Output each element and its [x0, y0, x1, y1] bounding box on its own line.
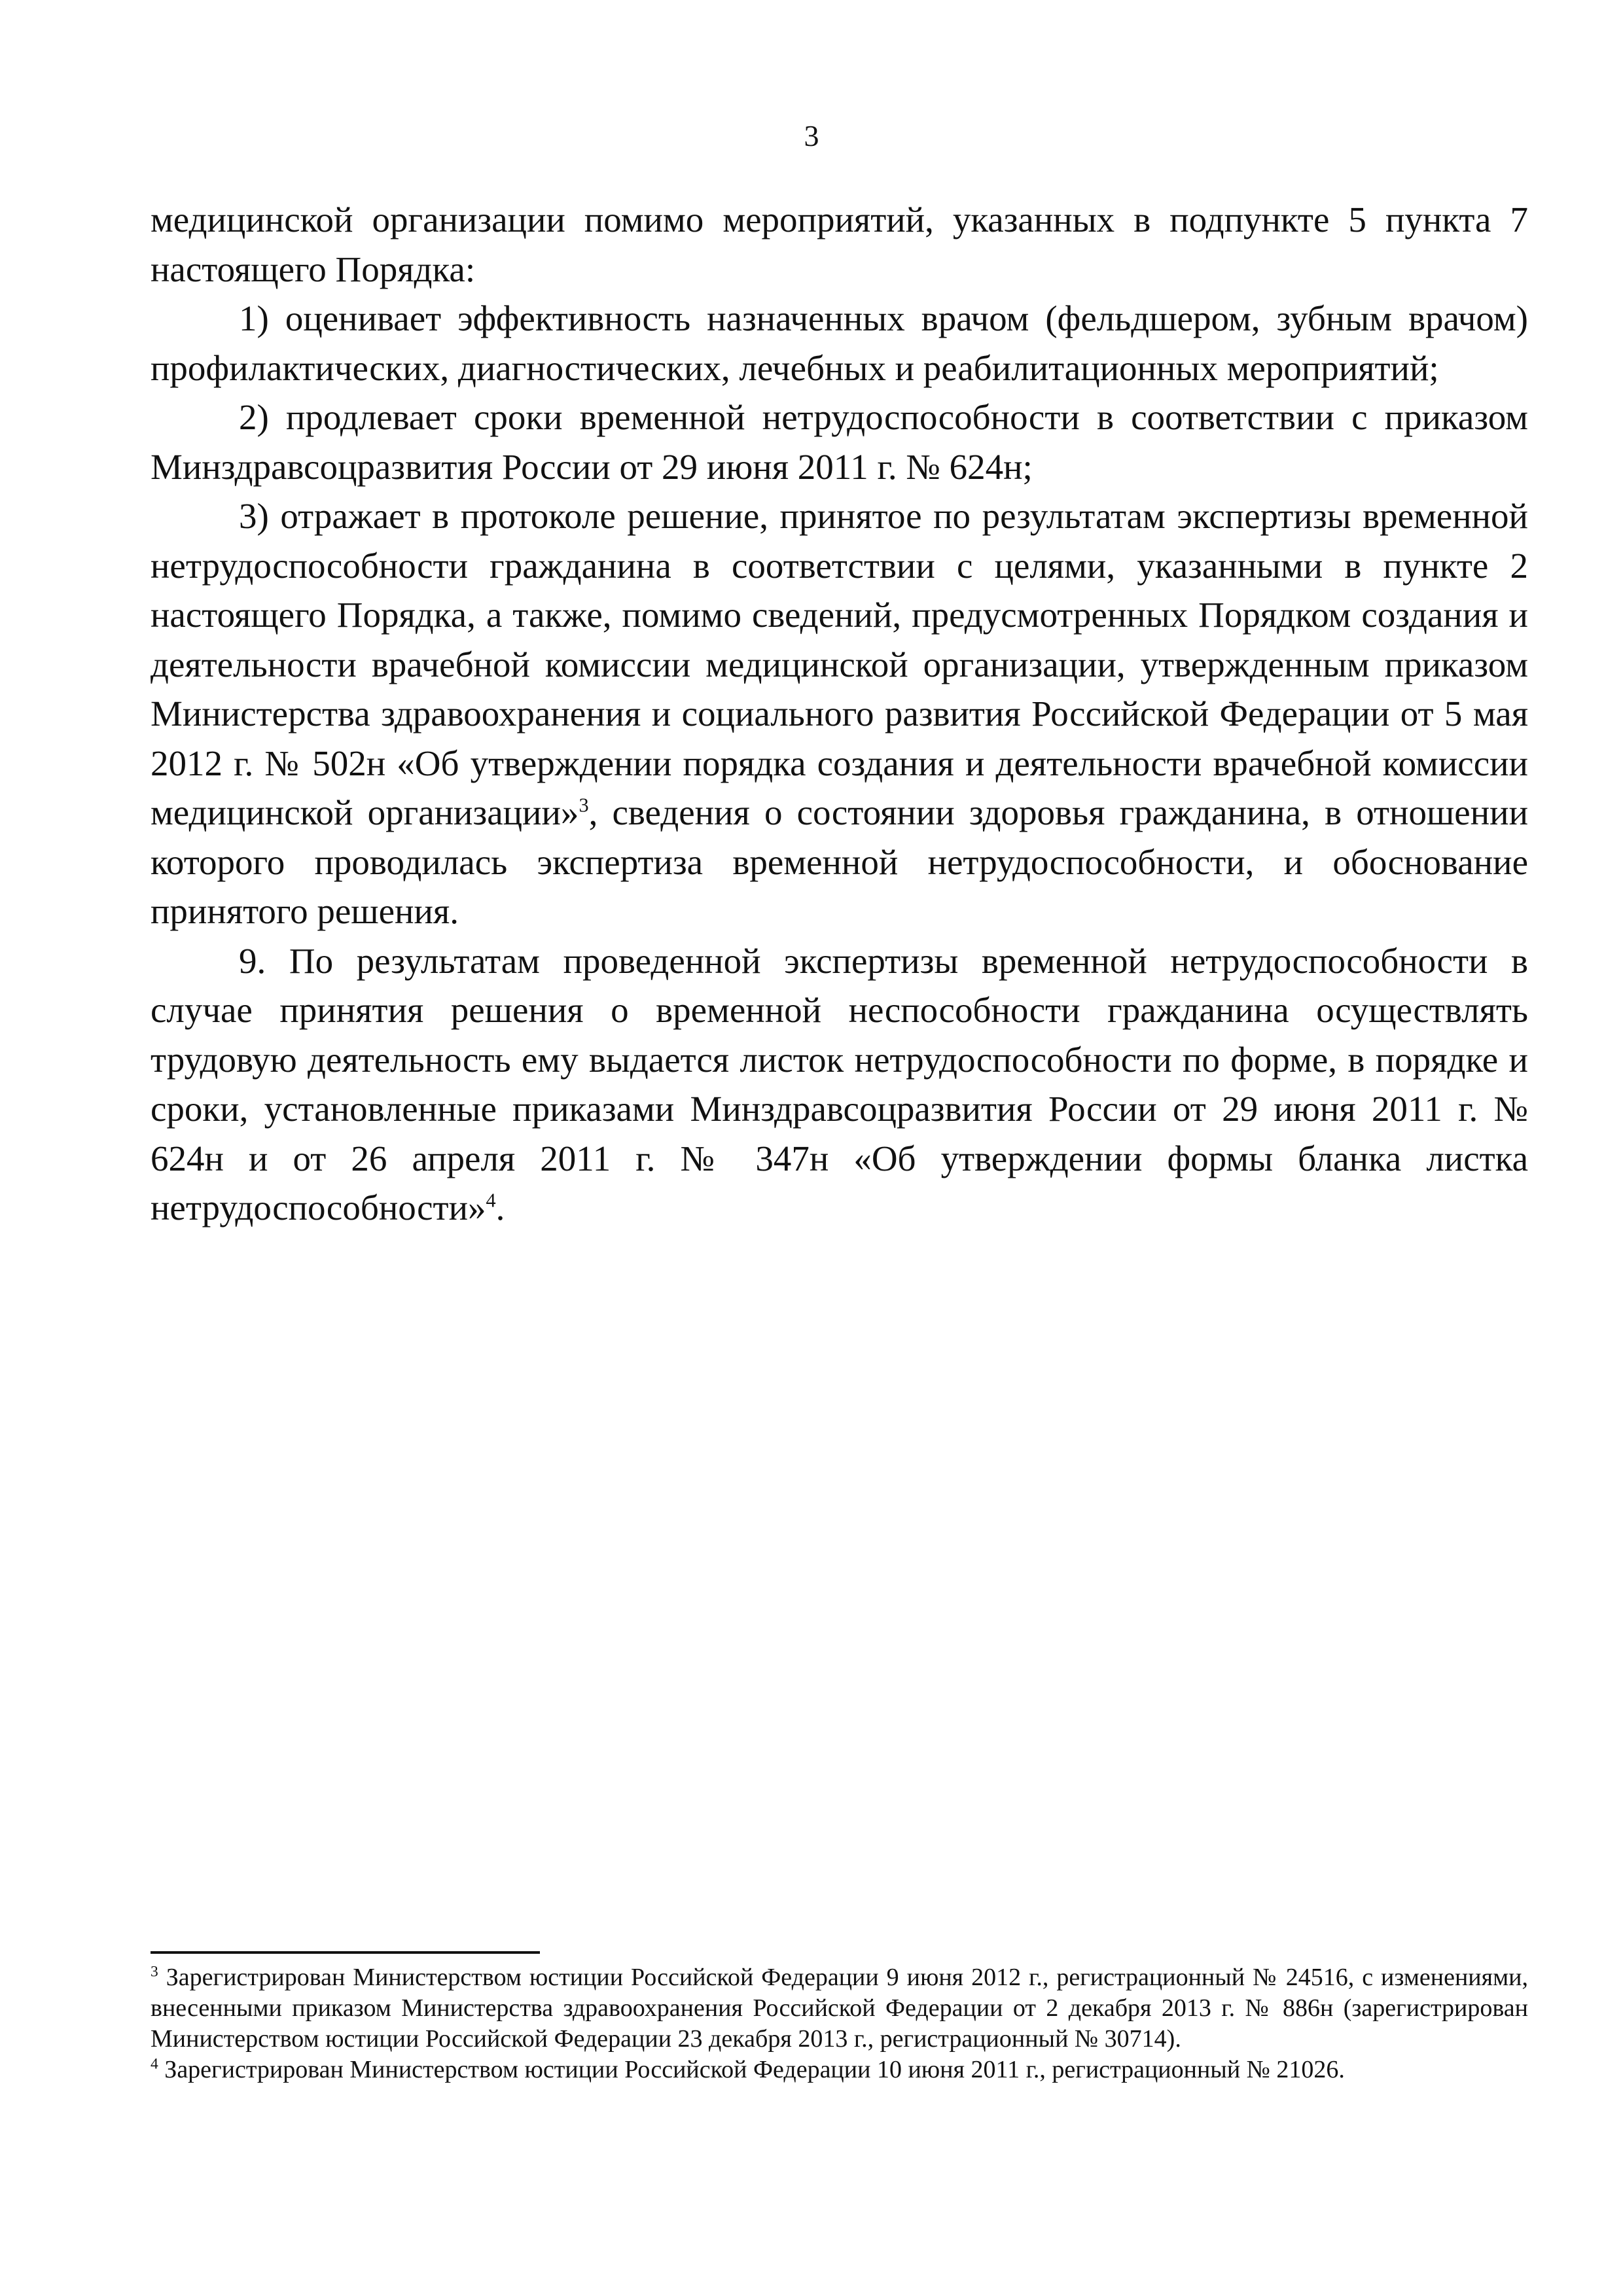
footnote-4-marker: 4 [151, 2055, 158, 2073]
footnote-separator [151, 1951, 540, 1954]
list-item-2: 2) продлевает сроки временной нетрудоспособности в соответствии с приказом Минздравсоцразвития России от 29 июня 2011 г. № 624н; [151, 397, 1528, 487]
list-item-3-text-continued: , сведения о состоянии здоровья гражданина, в отношении которого проводилась экспертиза временной нетрудоспособности, и обоснование принятого решения. [151, 792, 1529, 931]
footnote-3-marker: 3 [151, 1963, 158, 1981]
footnotes [151, 1962, 1528, 2085]
page-number: 3 [804, 119, 819, 152]
list-item-1: 1) оценивает эффективность назначенных врачом (фельдшером, зубным врачом) профилактических, диагностических, лечебных и реабилитационных мероприятий; [151, 298, 1528, 388]
paragraph-9-end: . [495, 1188, 505, 1227]
document-body [151, 195, 1528, 1233]
paragraph-9-text: 9. По результатам проведенной экспертизы временной нетрудоспособности в случае принятия решения о временной неспособности гражданина осуществлять трудовую деятельность ему выдается листок нетрудоспособности по форме, в порядке и сроки, установленные приказами Минздравсоцразвития России от 29 июня 2011 г. № 624н и от 26 апреля 2011 г. № 347н «Об утверждении формы бланка листка нетрудоспособности» [151, 940, 1528, 1227]
footnote-4 [151, 2055, 1528, 2085]
list-item-3-text: 3) отражает в протоколе решение, принятое по результатам экспертизы временной нетрудоспособности гражданина в соответствии с целями, указанными в пункте 2 настоящего Порядка, а также, помимо сведений, предусмотренных Порядком создания и деятельности врачебной комиссии медицинской организации, утвержденным приказом Министерства здравоохранения и социального развития Российской Федерации от 5 мая 2012 г. № 502н «Об утверждении порядка создания и деятельности врачебной комиссии медицинской организации» [151, 496, 1528, 832]
footnote-3 [151, 1962, 1528, 2055]
continuation-paragraph: медицинской организации помимо мероприятий, указанных в подпункте 5 пункта 7 настоящего Порядка: [151, 200, 1528, 289]
footnote-4-text: Зарегистрирован Министерством юстиции Российской Федерации 10 июня 2011 г., регистрационный № 21026. [158, 2056, 1345, 2083]
footnote-ref-4: 4 [486, 1189, 496, 1212]
footnote-3-text: Зарегистрирован Министерством юстиции Российской Федерации 9 июня 2012 г., регистрационный № 24516, с изменениями, внесенными приказом Министерства здравоохранения Российской Федерации от 2 декабря 2013 г. № 886н (зарегистрирован Министерством юстиции Российской Федерации 23 декабря 2013 г., регистрационный № 30714). [151, 1964, 1528, 2053]
list-item-3 [151, 491, 1528, 936]
paragraph-9 [151, 936, 1528, 1233]
footnote-ref-3: 3 [579, 794, 589, 817]
